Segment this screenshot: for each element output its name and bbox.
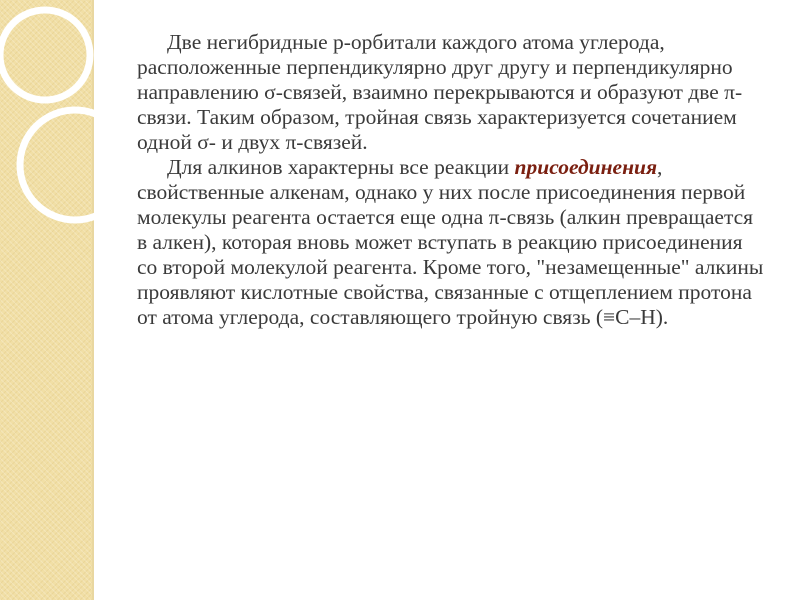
paragraph-2-start: Для алкинов характерны все реакции xyxy=(167,155,515,179)
highlight-term-addition: присоединения xyxy=(514,155,658,179)
decorative-circle-top xyxy=(0,10,90,100)
decorative-circle-bottom xyxy=(20,110,130,220)
paragraph-2-rest: , свойственные алкенам, однако у них после присоединения первой молекулы реагента остается еще одна π-связь (алкин превращается в алкен), которая вновь может вступать в реакцию присоединения со второй молекулой реагента. Кроме того, "незамещенные" алкины проявляют кислотные свойства, связанные с отщеплением протона от атома углерода, составляющего тройную связь (≡С–Н). xyxy=(137,155,764,329)
slide-text-body xyxy=(137,30,767,330)
paragraph-alkyne-reactions xyxy=(137,155,767,330)
decorative-circles xyxy=(0,0,130,260)
paragraph-triple-bond: Две негибридные р-орбитали каждого атома углерода, расположенные перпендикулярно друг другу и перпендикулярно направлению σ-связей, взаимно перекрываются и образуют две π- связи. Таким образом, тройная связь характеризуется сочетанием одной σ- и двух π-связей. xyxy=(137,30,743,154)
